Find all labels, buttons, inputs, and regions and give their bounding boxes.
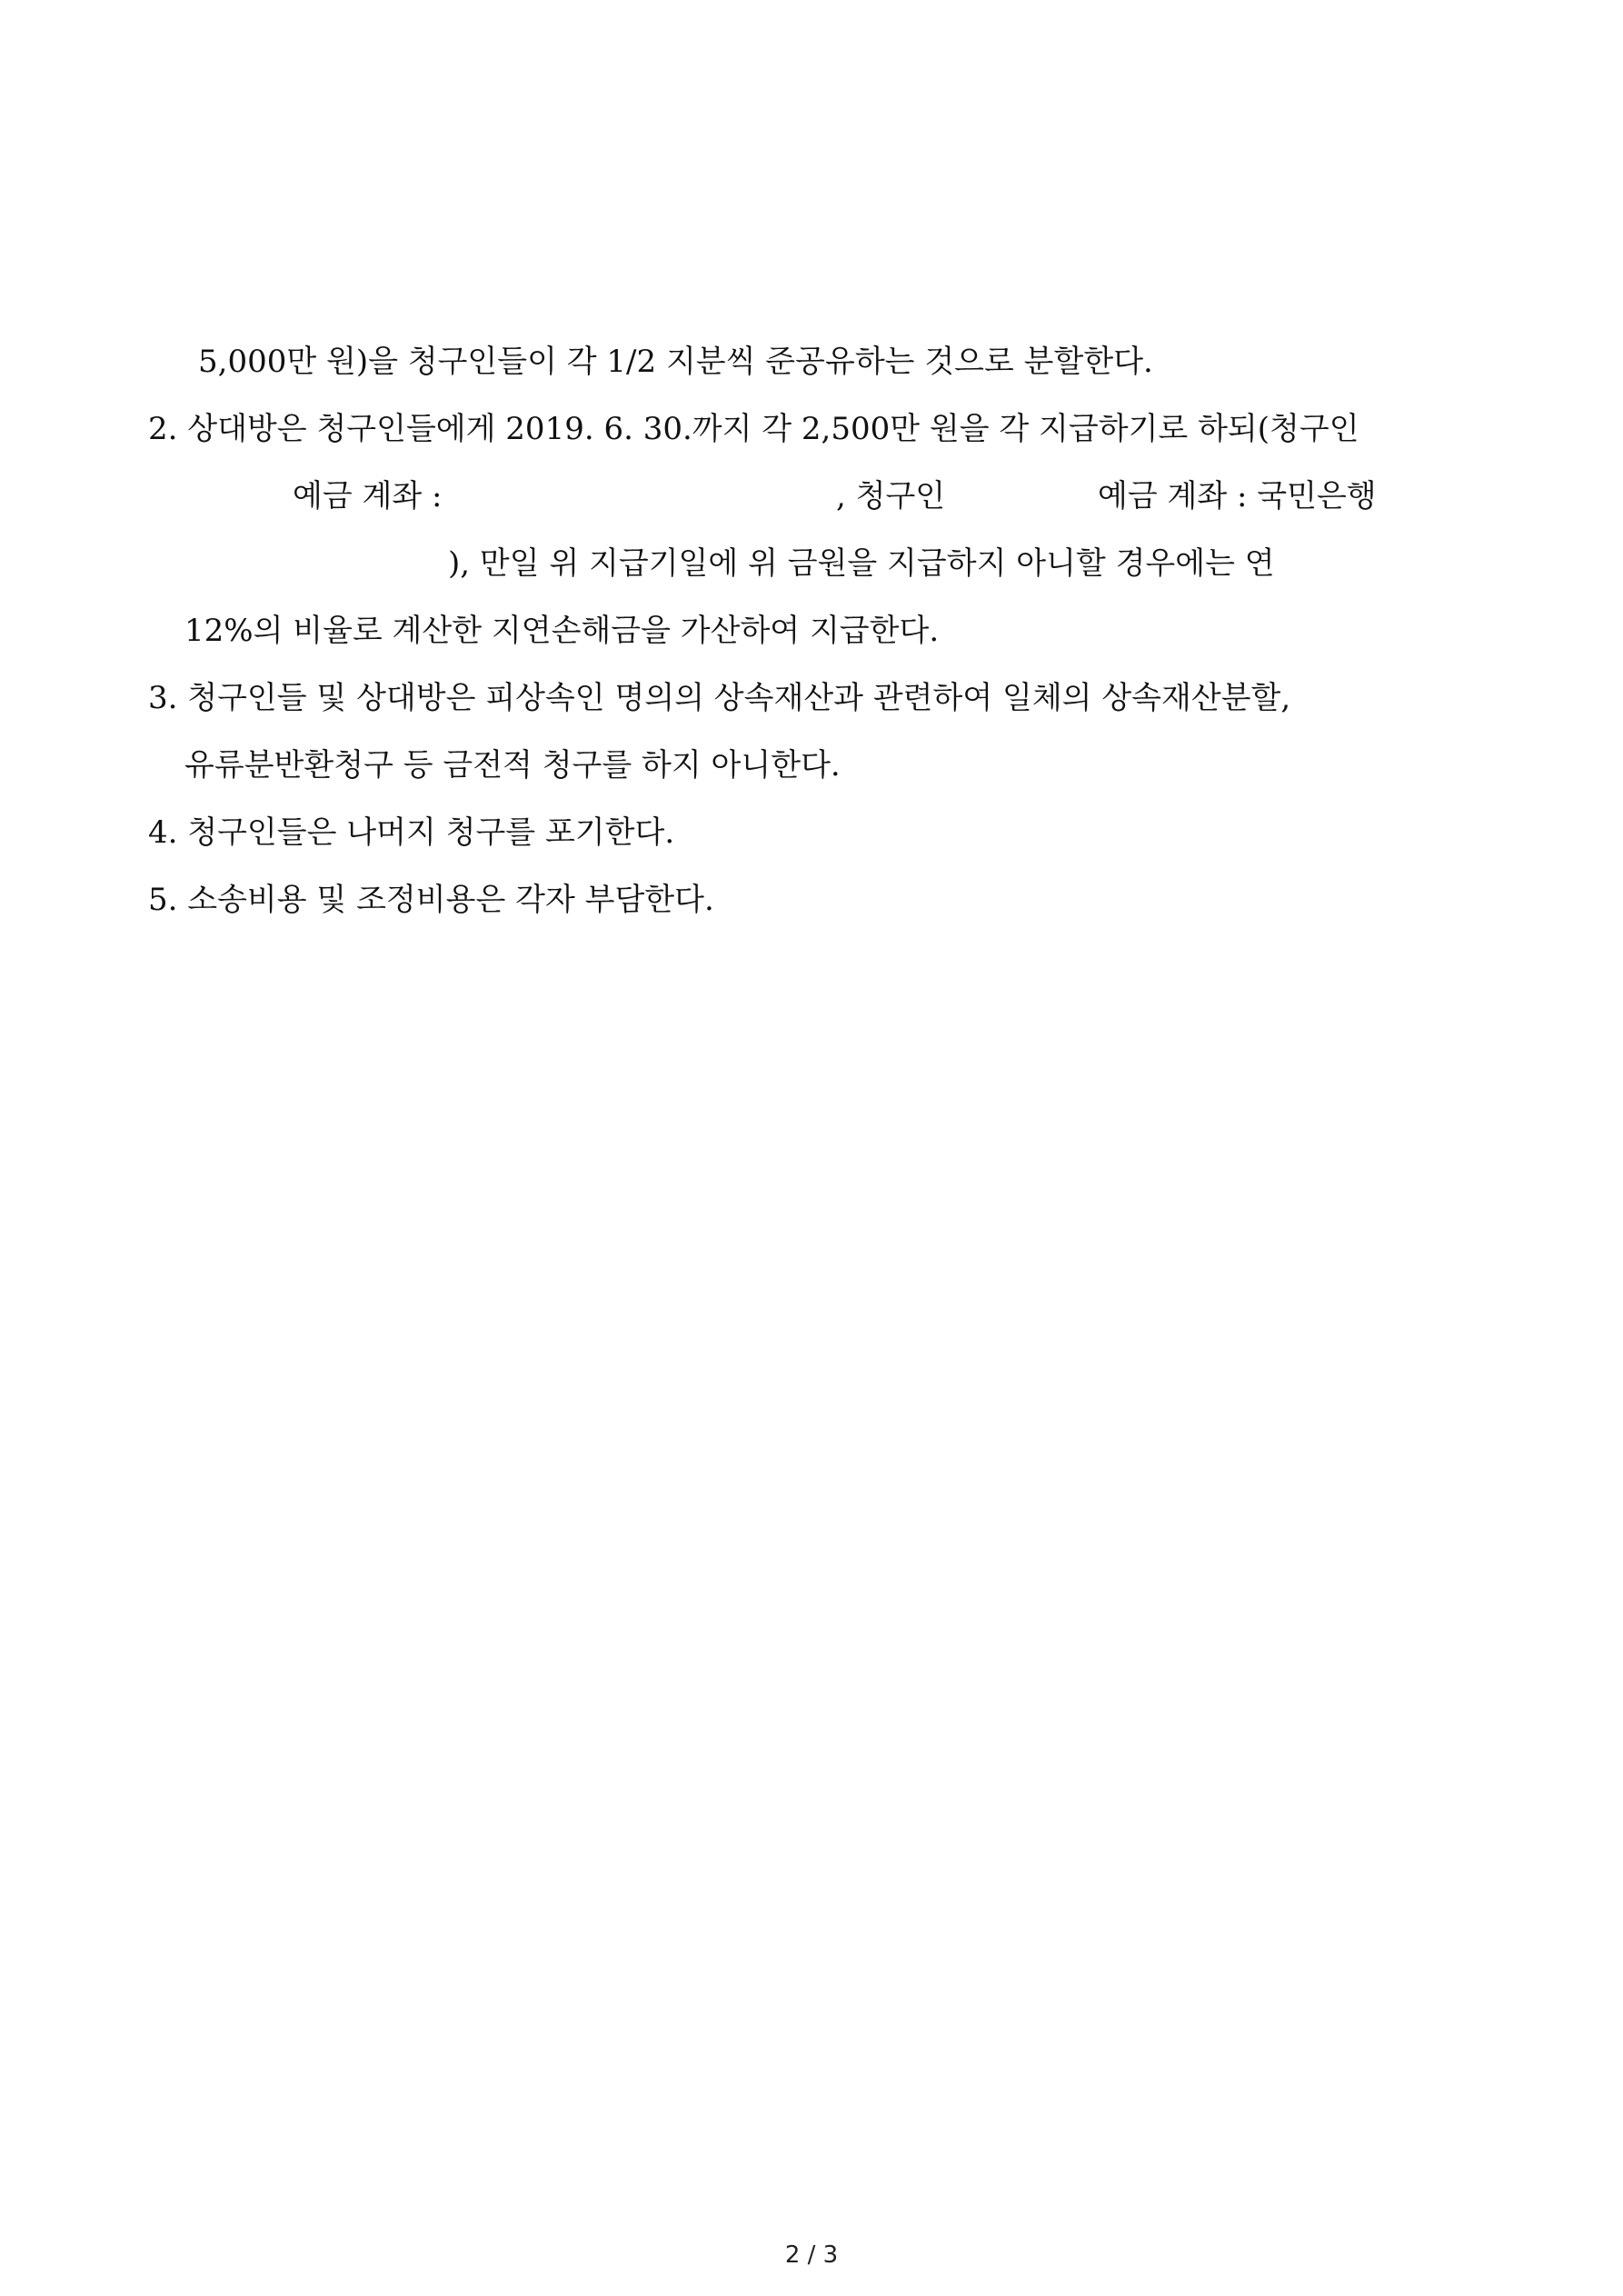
item-2-claimant-label: , 청구인 xyxy=(836,478,946,514)
item-4-line: 4. 청구인들은 나머지 청구를 포기한다. xyxy=(148,814,675,851)
item-3-line-1: 3. 청구인들 및 상대방은 피상속인 명의의 상속재산과 관련하여 일체의 상속재산분할, xyxy=(148,680,1291,716)
item-2-line-4: 12%의 비율로 계산한 지연손해금을 가산하여 지급한다. xyxy=(184,613,940,649)
item-2-deposit-account-label-2: 예금 계좌 : 국민은행 xyxy=(1098,478,1377,514)
item-3-line-2: 유류분반환청구 등 금전적 청구를 하지 아니한다. xyxy=(184,747,841,784)
item-2-deposit-account-label-1: 예금 계좌 : xyxy=(293,478,443,514)
item-2-line-3: ), 만일 위 지급기일에 위 금원을 지급하지 아니할 경우에는 연 xyxy=(448,545,1275,582)
item-5-line: 5. 소송비용 및 조정비용은 각자 부담한다. xyxy=(148,882,714,918)
page-number: 2 / 3 xyxy=(784,2241,839,2269)
item-1-continuation-line: 5,000만 원)을 청구인들이 각 1/2 지분씩 준공유하는 것으로 분할한다. xyxy=(198,344,1153,380)
item-2-line-1: 2. 상대방은 청구인들에게 2019. 6. 30.까지 각 2,500만 원을 각 지급하기로 하되(청구인 xyxy=(148,411,1359,447)
